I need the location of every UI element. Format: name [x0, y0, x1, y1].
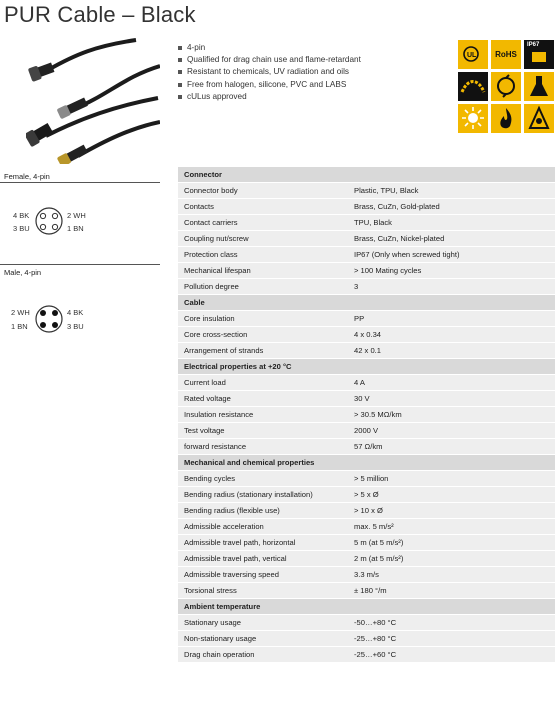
section-header-row [178, 599, 555, 615]
spec-key: Bending cycles [178, 471, 348, 487]
pin-label: 1 BN [11, 322, 28, 331]
spec-key: Drag chain operation [178, 647, 348, 663]
spec-key: Connector body [178, 183, 348, 199]
spec-row [178, 567, 555, 583]
spec-value: IP67 (Only when screwed tight) [348, 247, 555, 263]
spec-row [178, 439, 555, 455]
spec-row [178, 407, 555, 423]
spec-value: 2000 V [348, 423, 555, 439]
spec-value: 3.3 m/s [348, 567, 555, 583]
spec-key: Arrangement of strands [178, 343, 348, 359]
bullet-icon [178, 95, 182, 99]
halogen-free-icon [524, 104, 554, 133]
flame-retardant-icon [491, 104, 521, 133]
spec-row [178, 503, 555, 519]
bullet-icon [178, 70, 182, 74]
spec-key: Insulation resistance [178, 407, 348, 423]
spec-key: Admissible travel path, horizontal [178, 535, 348, 551]
spec-row [178, 311, 555, 327]
spec-value: -25…+80 °C [348, 631, 555, 647]
spec-row [178, 375, 555, 391]
section-header: Ambient temperature [178, 599, 555, 615]
section-header: Cable [178, 295, 555, 311]
pin-label: 3 BU [67, 322, 84, 331]
spec-key: Test voltage [178, 423, 348, 439]
spec-key: Current load [178, 375, 348, 391]
male-pinout-diagram [0, 300, 160, 340]
spec-value: > 5 million [348, 471, 555, 487]
spec-value: ± 180 °/m [348, 583, 555, 599]
spec-key: Admissible acceleration [178, 519, 348, 535]
spec-value: -25…+60 °C [348, 647, 555, 663]
chemical-resistance-icon [524, 72, 554, 101]
uv-resistance-icon [458, 104, 488, 133]
spec-key: Bending radius (flexible use) [178, 503, 348, 519]
spec-key: Pollution degree [178, 279, 348, 295]
divider [0, 182, 160, 183]
spec-row [178, 631, 555, 647]
spec-key: Admissible traversing speed [178, 567, 348, 583]
spec-row [178, 327, 555, 343]
spec-value: 3 [348, 279, 555, 295]
male-heading: Male, 4-pin [4, 268, 42, 277]
svg-text:UL: UL [467, 52, 477, 59]
torsion-icon [491, 72, 521, 101]
female-pinout-diagram [0, 200, 160, 240]
divider [0, 264, 160, 265]
section-header-row [178, 167, 555, 183]
spec-row [178, 423, 555, 439]
spec-value: > 100 Mating cycles [348, 263, 555, 279]
spec-row [178, 231, 555, 247]
spec-row [178, 279, 555, 295]
ip67-icon: IP67 [524, 40, 554, 69]
spec-key: Rated voltage [178, 391, 348, 407]
certification-grid [458, 40, 554, 133]
cul-us-icon [458, 40, 488, 69]
spec-key: Non-stationary usage [178, 631, 348, 647]
spec-value: Brass, CuZn, Nickel-plated [348, 231, 555, 247]
spec-row [178, 391, 555, 407]
spec-key: Torsional stress [178, 583, 348, 599]
spec-key: Coupling nut/screw [178, 231, 348, 247]
feature-item: cULus approved [178, 91, 361, 103]
pin-label: 2 WH [11, 308, 30, 317]
feature-list [178, 42, 361, 103]
section-header-row [178, 455, 555, 471]
pin-label: 3 BU [13, 224, 30, 233]
spec-value: 42 x 0.1 [348, 343, 555, 359]
spec-value: 30 V [348, 391, 555, 407]
section-header-row [178, 359, 555, 375]
spec-value: 57 Ω/km [348, 439, 555, 455]
spec-row [178, 583, 555, 599]
spec-row [178, 183, 555, 199]
spec-value: -50…+80 °C [348, 615, 555, 631]
spec-value: > 10 x Ø [348, 503, 555, 519]
pin-label: 2 WH [67, 211, 86, 220]
section-header: Electrical properties at +20 °C [178, 359, 555, 375]
male-pinout-section [2, 268, 160, 277]
section-header: Connector [178, 167, 555, 183]
spec-row [178, 263, 555, 279]
page-title: PUR Cable – Black [4, 2, 196, 27]
female-heading: Female, 4-pin [4, 172, 50, 181]
spec-key: Mechanical lifespan [178, 263, 348, 279]
bullet-icon [178, 46, 182, 50]
feature-item: Resistant to chemicals, UV radiation and oils [178, 66, 361, 78]
spec-key: Admissible travel path, vertical [178, 551, 348, 567]
spec-value: TPU, Black [348, 215, 555, 231]
specification-table [178, 167, 555, 663]
spec-row [178, 551, 555, 567]
spec-key: Core cross-section [178, 327, 348, 343]
spec-key: Protection class [178, 247, 348, 263]
spec-value: Brass, CuZn, Gold-plated [348, 199, 555, 215]
section-header-row [178, 295, 555, 311]
spec-key: Stationary usage [178, 615, 348, 631]
spec-value: 4 A [348, 375, 555, 391]
spec-row [178, 471, 555, 487]
bullet-icon [178, 58, 182, 62]
spec-key: Core insulation [178, 311, 348, 327]
pin-label: 1 BN [67, 224, 84, 233]
spec-key: Contact carriers [178, 215, 348, 231]
feature-item: Qualified for drag chain use and flame-retardant [178, 54, 361, 66]
spec-row [178, 647, 555, 663]
spec-row [178, 343, 555, 359]
spec-key: Bending radius (stationary installation) [178, 487, 348, 503]
feature-item: 4-pin [178, 42, 361, 54]
spec-row [178, 487, 555, 503]
spec-value: PP [348, 311, 555, 327]
spec-row [178, 615, 555, 631]
section-header: Mechanical and chemical properties [178, 455, 555, 471]
pin-label: 4 BK [13, 211, 30, 220]
spec-value: max. 5 m/s² [348, 519, 555, 535]
spec-value: Plastic, TPU, Black [348, 183, 555, 199]
rohs-icon: RoHS [491, 40, 521, 69]
spec-row [178, 247, 555, 263]
spec-value: > 30.5 MΩ/km [348, 407, 555, 423]
spec-key: forward resistance [178, 439, 348, 455]
spec-row [178, 535, 555, 551]
spec-row [178, 519, 555, 535]
product-photo [26, 36, 160, 164]
female-pinout-section [2, 172, 160, 181]
spec-row [178, 199, 555, 215]
pin-label: 4 BK [67, 308, 84, 317]
bullet-icon [178, 83, 182, 87]
spec-value: 5 m (at 5 m/s²) [348, 535, 555, 551]
drag-chain-icon [458, 72, 488, 101]
spec-value: 2 m (at 5 m/s²) [348, 551, 555, 567]
spec-value: 4 x 0.34 [348, 327, 555, 343]
spec-value: > 5 x Ø [348, 487, 555, 503]
spec-row [178, 215, 555, 231]
feature-item: Free from halogen, silicone, PVC and LABS [178, 79, 361, 91]
spec-key: Contacts [178, 199, 348, 215]
